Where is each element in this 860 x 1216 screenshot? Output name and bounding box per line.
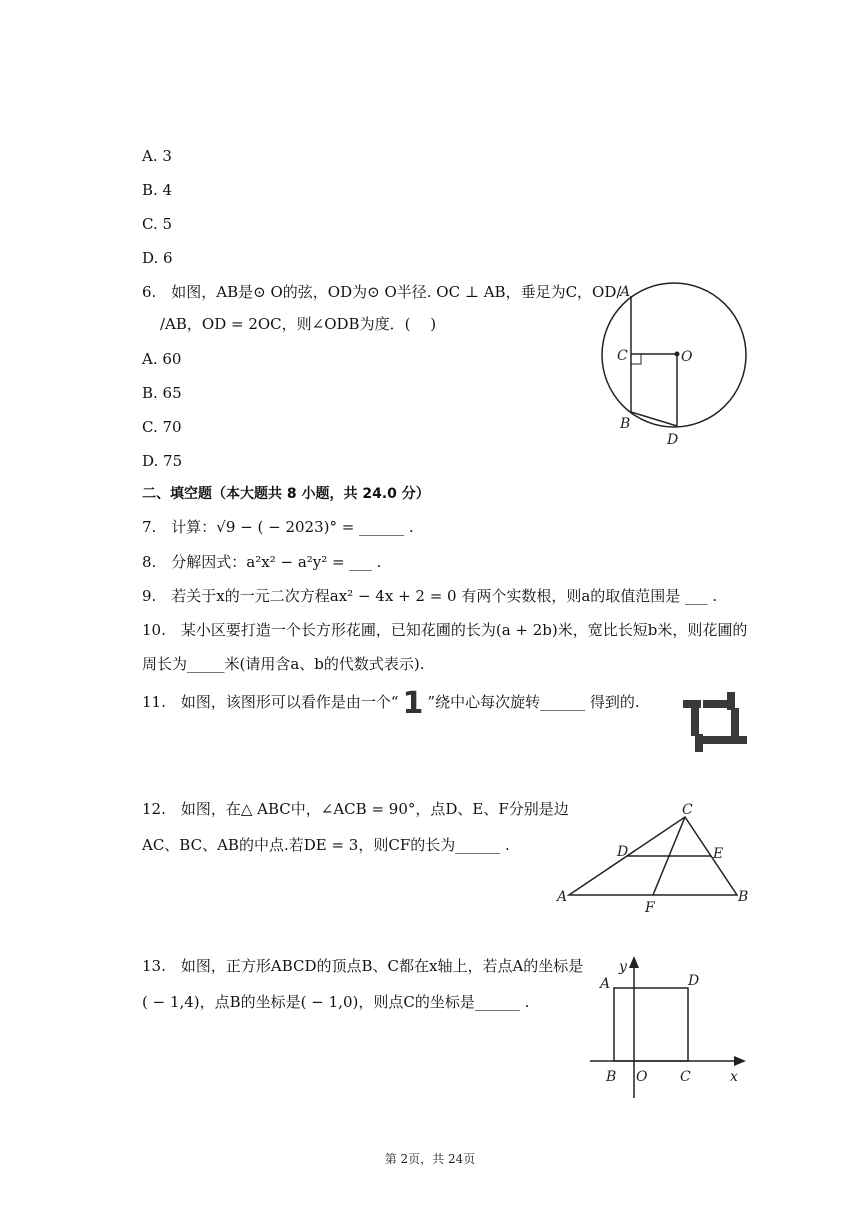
label-b: B	[606, 1069, 617, 1085]
label-f: F	[645, 900, 655, 916]
center-point	[675, 352, 680, 357]
q10-text-line2: 周长为_____米(请用含a、b的代数式表示).	[142, 655, 425, 673]
pinwheel-shape	[683, 692, 747, 752]
y-axis-arrow	[629, 956, 639, 968]
label-a: A	[600, 976, 611, 992]
q12-triangle-figure	[554, 800, 754, 916]
q11-glyph: 1	[402, 686, 424, 721]
label-x: x	[730, 1069, 738, 1085]
label-d: D	[667, 432, 679, 448]
q8-text: 8. 分解因式：a²x² − a²y² = ___ .	[142, 553, 382, 571]
label-b: B	[738, 889, 749, 905]
section-heading: 二、填空题（本大题共 8 小题，共 24.0 分）	[142, 486, 430, 502]
label-b: B	[620, 416, 631, 432]
q6-option-b: B. 65	[142, 384, 182, 402]
label-d: D	[688, 973, 700, 989]
q11-text	[142, 686, 640, 721]
q10-text-line1: 10. 某小区要打造一个长方形花圃，已知花圃的长为(a + 2b)米，宽比长短b米，则花圃的	[142, 621, 748, 639]
label-c: C	[682, 802, 693, 818]
label-a: A	[620, 284, 631, 300]
q5-option-b: B. 4	[142, 181, 173, 199]
label-o: O	[636, 1069, 648, 1085]
square-abcd	[614, 988, 688, 1061]
q6-option-a: A. 60	[142, 350, 182, 368]
q6-option-d: D. 75	[142, 452, 183, 470]
q13-text-line1: 13. 如图，正方形ABCD的顶点B、C都在x轴上，若点A的坐标是	[142, 957, 584, 975]
q12-text-line2: AC、BC、AB的中点.若DE = 3，则CF的长为______ .	[142, 836, 510, 854]
label-e: E	[713, 846, 724, 862]
q11-text-after: ”绕中心每次旋转______ 得到的.	[427, 693, 640, 711]
label-d: D	[617, 844, 629, 860]
label-c: C	[617, 348, 628, 364]
q6-circle-figure	[600, 278, 760, 450]
q5-option-d: D. 6	[142, 249, 173, 267]
q7-text: 7. 计算：√9 − ( − 2023)° = ______ .	[142, 518, 414, 536]
q6-text-line1: 6. 如图，AB是⊙ O的弦，OD为⊙ O半径. OC ⊥ AB，垂足为C，OD/	[142, 283, 622, 301]
q12-text-line1: 12. 如图，在△ ABC中，∠ACB = 90°，点D、E、F分别是边	[142, 800, 569, 818]
x-axis-arrow	[734, 1056, 746, 1066]
q5-option-a: A. 3	[142, 147, 172, 165]
q13-coordinate-figure	[586, 950, 750, 1102]
q11-pinwheel-figure	[683, 690, 749, 754]
label-o: O	[681, 349, 693, 365]
q13-text-line2: ( − 1,4)，点B的坐标是( − 1,0)，则点C的坐标是______ .	[142, 993, 530, 1011]
right-angle-mark	[631, 354, 641, 364]
page-footer: 第 2页，共 24页	[384, 1152, 476, 1166]
q5-option-c: C. 5	[142, 215, 173, 233]
label-y: y	[619, 959, 627, 975]
label-a: A	[557, 889, 568, 905]
q9-text: 9. 若关于x的一元二次方程ax² − 4x + 2 = 0 有两个实数根，则a的取值范围是 ___ .	[142, 587, 718, 605]
q6-text-line2: /AB，OD = 2OC，则∠ODB为度．( )	[160, 315, 437, 333]
q11-text-before: 11. 如图，该图形可以看作是由一个“	[142, 693, 399, 711]
label-c: C	[680, 1069, 691, 1085]
q6-option-c: C. 70	[142, 418, 182, 436]
